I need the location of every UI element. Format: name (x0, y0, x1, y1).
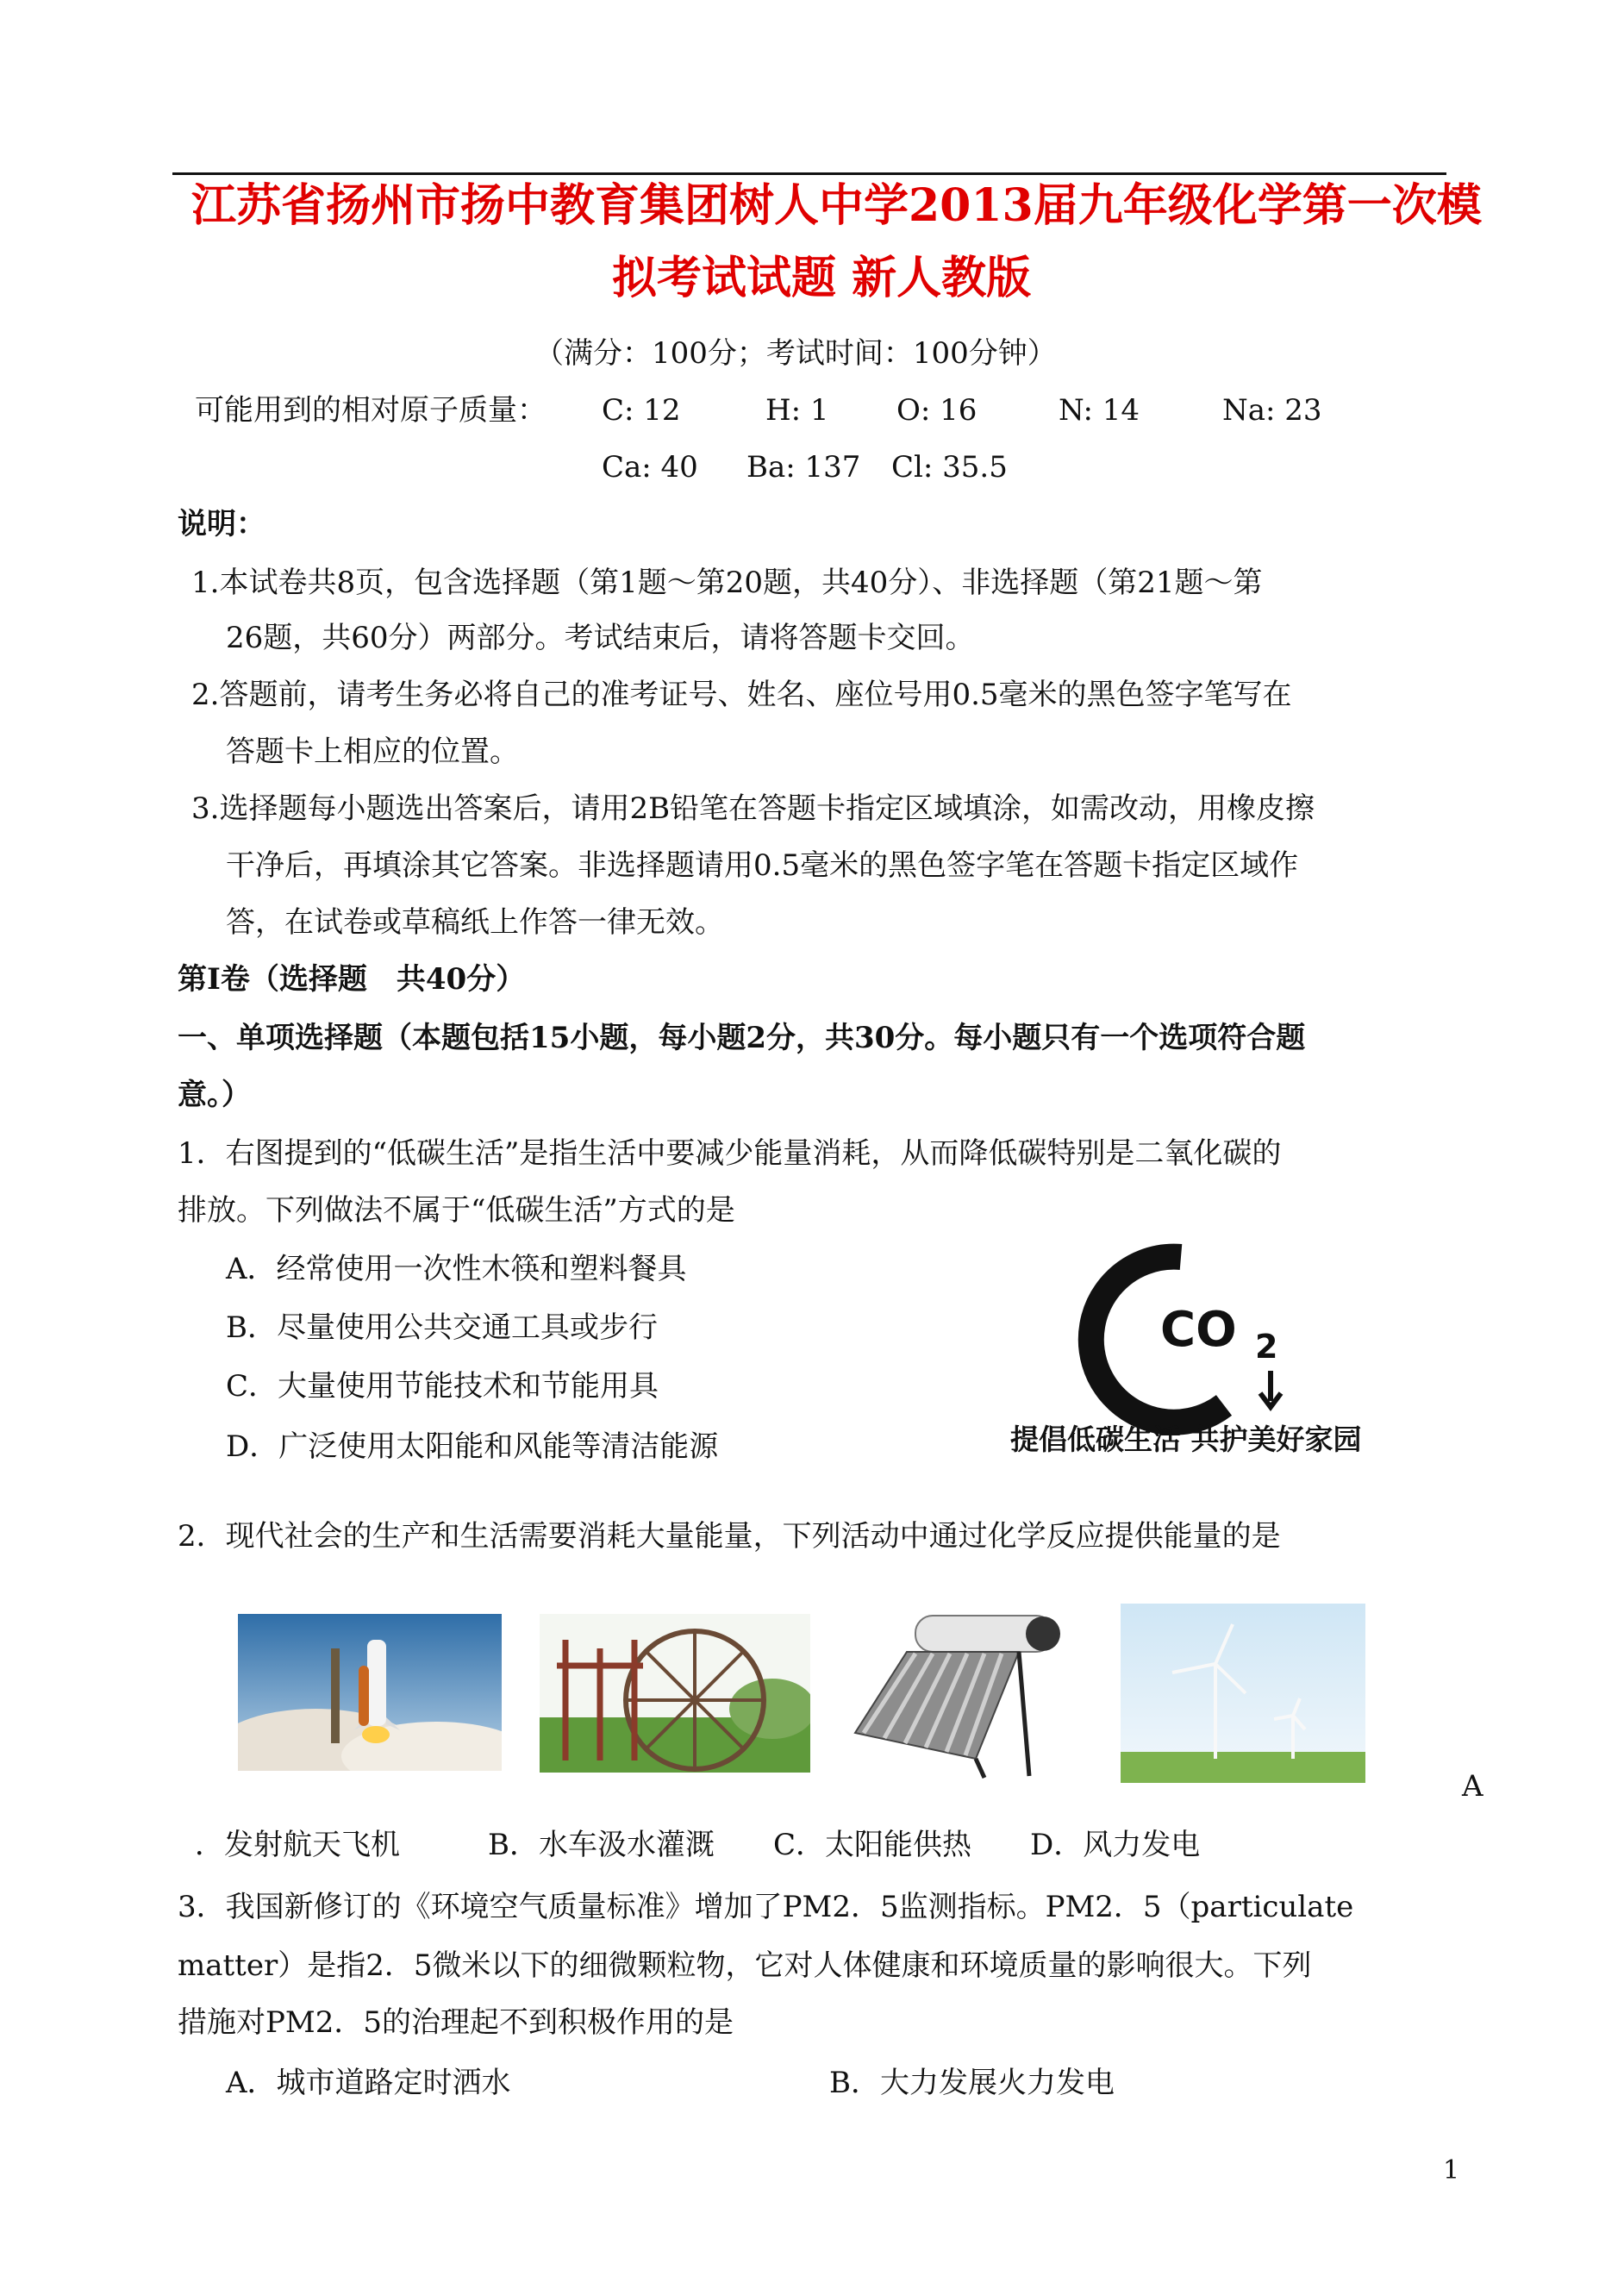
title-line-1: 江苏省扬州市扬中教育集团树人中学2013届九年级化学第一次模 (191, 179, 1482, 232)
atomic-mass-h: H: 1 (765, 393, 829, 428)
question-1-option-d: D．广泛使用太阳能和风能等清洁能源 (226, 1429, 719, 1464)
question-2-trailing-a: A (1462, 1769, 1483, 1804)
exam-info: （满分：100分；考试时间：100分钟） (534, 336, 1057, 371)
part-1-heading: 第Ⅰ卷（选择题 共40分） (178, 962, 526, 997)
logo-slogan: 提倡低碳生活 共护美好家园 (1010, 1423, 1362, 1456)
header-rule (172, 172, 1446, 175)
question-3-option-b: B．大力发展火力发电 (829, 2066, 1115, 2100)
atomic-mass-ba: Ba: 137 (746, 450, 861, 485)
question-1-line-2: 排放。下列做法不属于“低碳生活”方式的是 (178, 1193, 735, 1228)
note-2-line-1: 2.答题前，请考生务必将自己的准考证号、姓名、座位号用0.5毫米的黑色签字笔写在 (191, 678, 1292, 712)
atomic-mass-c: C: 12 (602, 393, 681, 428)
note-3-line-3: 答，在试卷或草稿纸上作答一律无效。 (226, 905, 724, 940)
note-1-line-2: 26题，共60分）两部分。考试结束后，请将答题卡交回。 (226, 621, 975, 655)
waterwheel-image (540, 1614, 810, 1773)
atomic-mass-label: 可能用到的相对原子质量： (195, 393, 547, 428)
atomic-mass-n: N: 14 (1059, 393, 1140, 428)
atomic-mass-o: O: 16 (896, 393, 978, 428)
question-1-option-a: A．经常使用一次性木筷和塑料餐具 (226, 1252, 687, 1286)
question-1-option-c: C．大量使用节能技术和节能用具 (226, 1369, 659, 1404)
question-3-line-2: matter）是指2．5微米以下的细微颗粒物，它对人体健康和环境质量的影响很大。下列 (178, 1948, 1312, 1983)
title-line-2: 拟考试试题 新人教版 (612, 252, 1032, 304)
question-3-line-3: 措施对PM2．5的治理起不到积极作用的是 (178, 2005, 734, 2040)
question-1-option-b: B．尽量使用公共交通工具或步行 (226, 1310, 658, 1345)
question-3-option-a: A．城市道路定时洒水 (226, 2066, 511, 2100)
logo-co2-subscript: 2 (1255, 1328, 1278, 1366)
page-number: 1 (1443, 2155, 1460, 2186)
note-2-line-2: 答题卡上相应的位置。 (226, 735, 519, 769)
atomic-mass-na: Na: 23 (1222, 393, 1322, 428)
section-1-line-2: 意。） (178, 1078, 251, 1112)
section-1-line-1: 一、单项选择题（本题包括15小题，每小题2分，共30分。每小题只有一个选项符合题 (178, 1021, 1306, 1055)
question-3-line-1: 3．我国新修订的《环境空气质量标准》增加了PM2．5监测指标。PM2．5（particulate (178, 1890, 1354, 1924)
note-3-line-2: 干净后，再填涂其它答案。非选择题请用0.5毫米的黑色签字笔在答题卡指定区域作 (226, 848, 1299, 883)
shuttle-launch-image (238, 1614, 502, 1771)
question-2-options: ．发射航天飞机 B．水车汲水灌溉 C．太阳能供热 D．风力发电 (195, 1828, 1201, 1862)
note-1-line-1: 1.本试卷共8页，包含选择题（第1题～第20题，共40分）、非选择题（第21题～第 (191, 566, 1263, 600)
low-carbon-logo (1009, 1241, 1371, 1466)
solar-water-heater-image (846, 1604, 1069, 1783)
logo-co2-text: CO (1160, 1302, 1237, 1358)
question-2-line-1: 2．现代社会的生产和生活需要消耗大量能量，下列活动中通过化学反应提供能量的是 (178, 1519, 1281, 1554)
atomic-mass-ca: Ca: 40 (602, 450, 698, 485)
wind-turbine-image (1121, 1604, 1365, 1783)
atomic-mass-cl: Cl: 35.5 (891, 450, 1008, 485)
notes-heading: 说明： (178, 507, 265, 541)
question-1-line-1: 1．右图提到的“低碳生活”是指生活中要减少能量消耗，从而降低碳特别是二氧化碳的 (178, 1136, 1282, 1171)
note-3-line-1: 3.选择题每小题选出答案后，请用2B铅笔在答题卡指定区域填涂，如需改动，用橡皮擦 (191, 791, 1315, 826)
